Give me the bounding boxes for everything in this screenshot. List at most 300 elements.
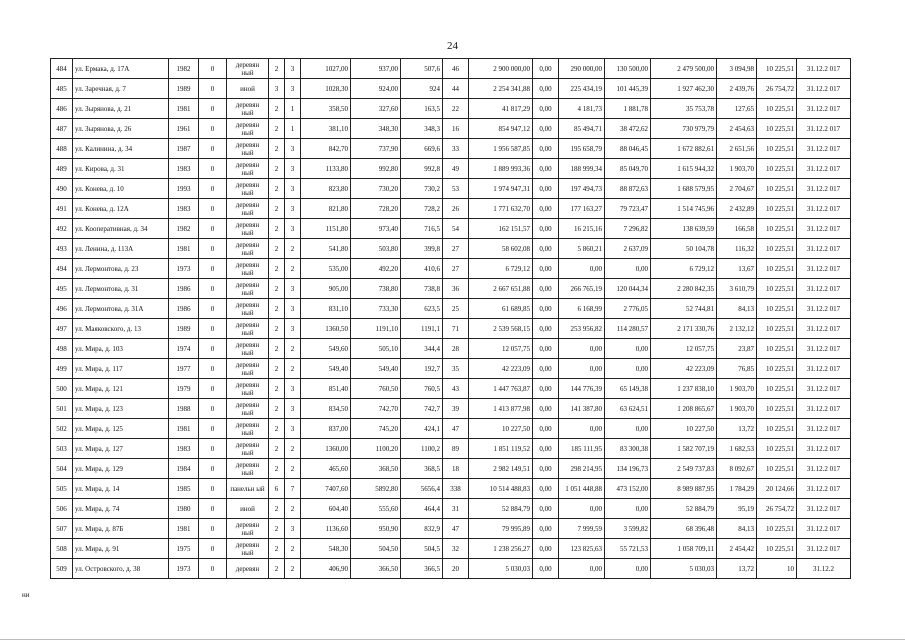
cell-wall-material: деревян ный [227, 199, 269, 219]
cell-residents: 33 [443, 139, 469, 159]
cell-residents: 46 [443, 59, 469, 79]
cell-wall-material: иной [227, 79, 269, 99]
cell-area-owned: 730,2 [401, 179, 443, 199]
cell-row-number: 504 [51, 459, 73, 479]
cell-wear: 0 [199, 299, 227, 319]
cell-wall-material: деревян ный [227, 539, 269, 559]
table-row [51, 359, 851, 379]
cell-wall-material: деревян ный [227, 339, 269, 359]
cell-living-area: 973,40 [351, 219, 401, 239]
cell-build-year: 1983 [169, 439, 199, 459]
cell-deadline: 31.12.2 017 [797, 219, 851, 239]
table-row [51, 539, 851, 559]
cell-cost-local: 79 723,47 [605, 199, 651, 219]
cell-address: ул. Мира, д. 127 [73, 439, 169, 459]
table-row [51, 119, 851, 139]
cell-residents: 35 [443, 359, 469, 379]
cell-cost-owners: 1 208 865,67 [651, 399, 717, 419]
cell-wear: 0 [199, 99, 227, 119]
cell-cost-regional: 5 860,21 [559, 239, 605, 259]
cell-living-area: 5892,80 [351, 479, 401, 499]
cell-build-year: 1985 [169, 479, 199, 499]
cell-total-cost: 2 900 000,00 [469, 59, 533, 79]
cell-deadline: 31.12.2 017 [797, 399, 851, 419]
cell-total-area: 823,80 [301, 179, 351, 199]
cell-address: ул. Ермака, д. 17А [73, 59, 169, 79]
cell-floors: 2 [269, 179, 285, 199]
cell-floors: 2 [269, 339, 285, 359]
cell-floors: 2 [269, 399, 285, 419]
cell-total-cost: 854 947,12 [469, 119, 533, 139]
cell-total-cost: 1 974 947,31 [469, 179, 533, 199]
cell-entrances: 2 [285, 559, 301, 579]
cell-build-year: 1993 [169, 179, 199, 199]
cell-address: ул. Конева, д. 12А [73, 199, 169, 219]
cell-cost-regional: 0,00 [559, 339, 605, 359]
cell-cost-regional: 0,00 [559, 559, 605, 579]
cell-wear: 0 [199, 419, 227, 439]
cell-cost-federal: 0,00 [533, 319, 559, 339]
cell-entrances: 3 [285, 199, 301, 219]
cell-deadline: 31.12.2 017 [797, 519, 851, 539]
cell-cost-local: 55 721,53 [605, 539, 651, 559]
cell-total-cost: 2 254 341,88 [469, 79, 533, 99]
cell-deadline: 31.12.2 017 [797, 499, 851, 519]
cell-deadline: 31.12.2 017 [797, 479, 851, 499]
cell-cost-federal: 0,00 [533, 239, 559, 259]
cell-total-area: 604,40 [301, 499, 351, 519]
cell-wear: 0 [199, 479, 227, 499]
cell-address: ул. Ленина, д. 113А [73, 239, 169, 259]
table-row [51, 519, 851, 539]
cell-cost-federal: 0,00 [533, 499, 559, 519]
cell-cost-local: 0,00 [605, 419, 651, 439]
cell-address: ул. Мира, д. 14 [73, 479, 169, 499]
cell-living-area: 730,20 [351, 179, 401, 199]
cell-cost-regional: 85 494,71 [559, 119, 605, 139]
cell-floors: 2 [269, 539, 285, 559]
cell-cost-per-sqm: 2 439,76 [717, 79, 757, 99]
table-row [51, 319, 851, 339]
cell-cost-federal: 0,00 [533, 459, 559, 479]
cell-residents: 43 [443, 379, 469, 399]
cell-limit-per-sqm: 26 754,72 [757, 499, 797, 519]
cell-wall-material: деревян ный [227, 259, 269, 279]
cell-deadline: 31.12.2 017 [797, 199, 851, 219]
cell-total-area: 548,30 [301, 539, 351, 559]
cell-row-number: 488 [51, 139, 73, 159]
cell-floors: 2 [269, 319, 285, 339]
cell-living-area: 368,50 [351, 459, 401, 479]
cell-living-area: 992,80 [351, 159, 401, 179]
cell-wall-material: деревян ный [227, 359, 269, 379]
cell-cost-federal: 0,00 [533, 79, 559, 99]
cell-living-area: 737,90 [351, 139, 401, 159]
cell-row-number: 505 [51, 479, 73, 499]
cell-cost-per-sqm: 2 454,42 [717, 539, 757, 559]
cell-total-area: 1360,50 [301, 319, 351, 339]
cell-deadline: 31.12.2 017 [797, 299, 851, 319]
cell-cost-owners: 12 057,75 [651, 339, 717, 359]
cell-cost-owners: 2 171 330,76 [651, 319, 717, 339]
cell-wear: 0 [199, 139, 227, 159]
table-row [51, 499, 851, 519]
cell-living-area: 924,00 [351, 79, 401, 99]
cell-total-area: 358,50 [301, 99, 351, 119]
cell-address: ул. Мира, д. 121 [73, 379, 169, 399]
cell-limit-per-sqm: 10 225,51 [757, 419, 797, 439]
cell-total-area: 535,00 [301, 259, 351, 279]
cell-floors: 2 [269, 59, 285, 79]
cell-cost-regional: 0,00 [559, 499, 605, 519]
cell-limit-per-sqm: 10 225,51 [757, 539, 797, 559]
cell-cost-federal: 0,00 [533, 559, 559, 579]
cell-residents: 71 [443, 319, 469, 339]
cell-limit-per-sqm: 20 124,66 [757, 479, 797, 499]
cell-cost-owners: 1 058 709,11 [651, 539, 717, 559]
cell-residents: 47 [443, 519, 469, 539]
cell-deadline: 31.12.2 017 [797, 79, 851, 99]
cell-wall-material: деревян ный [227, 419, 269, 439]
cell-total-area: 406,90 [301, 559, 351, 579]
cell-area-owned: 504,5 [401, 539, 443, 559]
cell-limit-per-sqm: 10 225,51 [757, 119, 797, 139]
cell-living-area: 505,10 [351, 339, 401, 359]
cell-living-area: 760,50 [351, 379, 401, 399]
cell-cost-per-sqm: 1 784,29 [717, 479, 757, 499]
cell-wall-material: деревян ный [227, 179, 269, 199]
cell-cost-regional: 195 658,79 [559, 139, 605, 159]
cell-cost-regional: 0,00 [559, 419, 605, 439]
table-row [51, 419, 851, 439]
cell-area-owned: 368,5 [401, 459, 443, 479]
cell-build-year: 1979 [169, 379, 199, 399]
cell-limit-per-sqm: 10 225,51 [757, 319, 797, 339]
table-row [51, 239, 851, 259]
cell-residents: 25 [443, 299, 469, 319]
cell-residents: 20 [443, 559, 469, 579]
cell-living-area: 742,70 [351, 399, 401, 419]
cell-cost-owners: 6 729,12 [651, 259, 717, 279]
cell-cost-regional: 16 215,16 [559, 219, 605, 239]
cell-residents: 53 [443, 179, 469, 199]
cell-cost-federal: 0,00 [533, 159, 559, 179]
cell-floors: 2 [269, 559, 285, 579]
cell-total-cost: 1 771 632,70 [469, 199, 533, 219]
cell-living-area: 366,50 [351, 559, 401, 579]
cell-cost-regional: 0,00 [559, 259, 605, 279]
cell-cost-federal: 0,00 [533, 399, 559, 419]
cell-cost-federal: 0,00 [533, 259, 559, 279]
cell-total-cost: 61 689,85 [469, 299, 533, 319]
cell-floors: 2 [269, 139, 285, 159]
cell-area-owned: 716,5 [401, 219, 443, 239]
cell-wall-material: деревян ный [227, 119, 269, 139]
cell-cost-per-sqm: 84,13 [717, 299, 757, 319]
table-row [51, 279, 851, 299]
cell-entrances: 2 [285, 539, 301, 559]
cell-deadline: 31.12.2 017 [797, 539, 851, 559]
cell-build-year: 1982 [169, 219, 199, 239]
cell-cost-federal: 0,00 [533, 519, 559, 539]
cell-cost-owners: 1 237 838,10 [651, 379, 717, 399]
cell-total-area: 549,60 [301, 339, 351, 359]
cell-cost-per-sqm: 13,72 [717, 559, 757, 579]
cell-deadline: 31.12.2 017 [797, 319, 851, 339]
cell-wear: 0 [199, 59, 227, 79]
cell-total-area: 842,70 [301, 139, 351, 159]
cell-living-area: 1100,20 [351, 439, 401, 459]
cell-deadline: 31.12.2 017 [797, 239, 851, 259]
table-row [51, 299, 851, 319]
cell-build-year: 1989 [169, 319, 199, 339]
cell-cost-per-sqm: 8 092,67 [717, 459, 757, 479]
cell-wear: 0 [199, 239, 227, 259]
cell-cost-regional: 4 181,73 [559, 99, 605, 119]
cell-total-area: 821,80 [301, 199, 351, 219]
cell-cost-owners: 1 514 745,96 [651, 199, 717, 219]
cell-living-area: 549,40 [351, 359, 401, 379]
cell-limit-per-sqm: 10 225,51 [757, 459, 797, 479]
cell-cost-owners: 35 753,78 [651, 99, 717, 119]
table-row [51, 439, 851, 459]
cell-entrances: 3 [285, 279, 301, 299]
cell-floors: 2 [269, 519, 285, 539]
cell-area-owned: 832,9 [401, 519, 443, 539]
cell-wear: 0 [199, 539, 227, 559]
table-row [51, 139, 851, 159]
cell-entrances: 2 [285, 499, 301, 519]
cell-cost-federal: 0,00 [533, 139, 559, 159]
cell-cost-per-sqm: 13,67 [717, 259, 757, 279]
cell-wall-material: деревян [227, 559, 269, 579]
cell-cost-local: 83 300,38 [605, 439, 651, 459]
cell-cost-owners: 2 280 842,35 [651, 279, 717, 299]
cell-total-cost: 1 956 587,85 [469, 139, 533, 159]
cell-living-area: 1191,10 [351, 319, 401, 339]
cell-living-area: 728,20 [351, 199, 401, 219]
cell-address: ул. Кирова, д. 31 [73, 159, 169, 179]
cell-build-year: 1973 [169, 259, 199, 279]
cell-row-number: 498 [51, 339, 73, 359]
cell-cost-local: 88 046,45 [605, 139, 651, 159]
cell-address: ул. Кооперативная, д. 34 [73, 219, 169, 239]
cell-build-year: 1961 [169, 119, 199, 139]
cell-build-year: 1986 [169, 299, 199, 319]
cell-deadline: 31.12.2 017 [797, 139, 851, 159]
cell-cost-owners: 2 479 500,00 [651, 59, 717, 79]
cell-total-area: 831,10 [301, 299, 351, 319]
cell-limit-per-sqm: 10 225,51 [757, 359, 797, 379]
cell-total-area: 1027,00 [301, 59, 351, 79]
cell-floors: 2 [269, 119, 285, 139]
cell-cost-local: 7 296,82 [605, 219, 651, 239]
cell-build-year: 1983 [169, 159, 199, 179]
cell-cost-per-sqm: 3 610,79 [717, 279, 757, 299]
cell-limit-per-sqm: 10 225,51 [757, 159, 797, 179]
cell-entrances: 2 [285, 239, 301, 259]
cell-area-owned: 464,4 [401, 499, 443, 519]
cell-address: ул. Зырянова, д. 21 [73, 99, 169, 119]
table-row [51, 559, 851, 579]
cell-cost-local: 65 149,38 [605, 379, 651, 399]
cell-build-year: 1986 [169, 279, 199, 299]
cell-cost-federal: 0,00 [533, 379, 559, 399]
cell-cost-federal: 0,00 [533, 199, 559, 219]
cell-row-number: 509 [51, 559, 73, 579]
cell-limit-per-sqm: 10 225,51 [757, 59, 797, 79]
cell-wall-material: деревян ный [227, 299, 269, 319]
cell-living-area: 745,20 [351, 419, 401, 439]
cell-wear: 0 [199, 339, 227, 359]
cell-cost-regional: 225 434,19 [559, 79, 605, 99]
cell-residents: 18 [443, 459, 469, 479]
cell-residents: 16 [443, 119, 469, 139]
cell-cost-per-sqm: 76,85 [717, 359, 757, 379]
cell-cost-owners: 1 688 579,95 [651, 179, 717, 199]
cell-cost-per-sqm: 95,19 [717, 499, 757, 519]
cell-cost-federal: 0,00 [533, 299, 559, 319]
cell-cost-local: 120 044,34 [605, 279, 651, 299]
cell-residents: 39 [443, 399, 469, 419]
cell-area-owned: 742,7 [401, 399, 443, 419]
cell-row-number: 495 [51, 279, 73, 299]
cell-address: ул. Мира, д. 123 [73, 399, 169, 419]
cell-cost-federal: 0,00 [533, 119, 559, 139]
cell-row-number: 484 [51, 59, 73, 79]
cell-floors: 2 [269, 459, 285, 479]
table-row [51, 379, 851, 399]
cell-wall-material: деревян ный [227, 239, 269, 259]
cell-cost-per-sqm: 166,58 [717, 219, 757, 239]
cell-row-number: 491 [51, 199, 73, 219]
cell-area-owned: 760,5 [401, 379, 443, 399]
cell-entrances: 2 [285, 459, 301, 479]
cell-total-cost: 58 602,08 [469, 239, 533, 259]
cell-limit-per-sqm: 10 225,51 [757, 439, 797, 459]
cell-total-area: 837,00 [301, 419, 351, 439]
cell-limit-per-sqm: 10 225,51 [757, 199, 797, 219]
cell-cost-federal: 0,00 [533, 219, 559, 239]
cell-area-owned: 924 [401, 79, 443, 99]
cell-build-year: 1981 [169, 419, 199, 439]
cell-wall-material: деревян ный [227, 379, 269, 399]
cell-build-year: 1989 [169, 79, 199, 99]
cell-cost-owners: 1 582 707,19 [651, 439, 717, 459]
cell-living-area: 348,30 [351, 119, 401, 139]
cell-floors: 2 [269, 379, 285, 399]
cell-wall-material: панельн ый [227, 479, 269, 499]
cell-total-cost: 41 817,29 [469, 99, 533, 119]
cell-cost-per-sqm: 1 903,70 [717, 159, 757, 179]
cell-total-cost: 162 151,57 [469, 219, 533, 239]
cell-deadline: 31.12.2 017 [797, 459, 851, 479]
cell-floors: 2 [269, 219, 285, 239]
table-row [51, 159, 851, 179]
cell-build-year: 1977 [169, 359, 199, 379]
cell-total-cost: 1 851 119,52 [469, 439, 533, 459]
cell-floors: 2 [269, 99, 285, 119]
cell-area-owned: 669,6 [401, 139, 443, 159]
cell-entrances: 2 [285, 339, 301, 359]
cell-cost-owners: 50 104,78 [651, 239, 717, 259]
cell-cost-federal: 0,00 [533, 99, 559, 119]
page-number: 24 [447, 40, 458, 52]
cell-wear: 0 [199, 179, 227, 199]
cell-total-area: 381,10 [301, 119, 351, 139]
cell-row-number: 501 [51, 399, 73, 419]
table-row [51, 259, 851, 279]
cell-total-cost: 6 729,12 [469, 259, 533, 279]
cell-area-owned: 728,2 [401, 199, 443, 219]
cell-cost-local: 38 472,62 [605, 119, 651, 139]
cell-cost-regional: 197 494,73 [559, 179, 605, 199]
cell-address: ул. Мира, д. 87Б [73, 519, 169, 539]
cell-cost-per-sqm: 116,32 [717, 239, 757, 259]
cell-deadline: 31.12.2 017 [797, 419, 851, 439]
cell-build-year: 1973 [169, 559, 199, 579]
table-row [51, 339, 851, 359]
cell-entrances: 3 [285, 519, 301, 539]
cell-address: ул. Мира, д. 129 [73, 459, 169, 479]
cell-living-area: 503,80 [351, 239, 401, 259]
cell-wear: 0 [199, 379, 227, 399]
cell-area-owned: 410,6 [401, 259, 443, 279]
cell-residents: 22 [443, 99, 469, 119]
cell-cost-local: 0,00 [605, 499, 651, 519]
cell-area-owned: 738,8 [401, 279, 443, 299]
cell-cost-per-sqm: 2 432,89 [717, 199, 757, 219]
cell-cost-per-sqm: 2 132,12 [717, 319, 757, 339]
cell-cost-regional: 7 999,59 [559, 519, 605, 539]
cell-living-area: 504,50 [351, 539, 401, 559]
cell-address: ул. Мира, д. 74 [73, 499, 169, 519]
cell-row-number: 487 [51, 119, 73, 139]
cell-entrances: 3 [285, 299, 301, 319]
cell-entrances: 7 [285, 479, 301, 499]
cell-entrances: 3 [285, 399, 301, 419]
cell-cost-regional: 266 765,19 [559, 279, 605, 299]
cell-row-number: 494 [51, 259, 73, 279]
cell-entrances: 3 [285, 179, 301, 199]
cell-build-year: 1981 [169, 519, 199, 539]
cell-residents: 338 [443, 479, 469, 499]
cell-entrances: 3 [285, 379, 301, 399]
cell-cost-federal: 0,00 [533, 359, 559, 379]
cell-cost-regional: 177 163,27 [559, 199, 605, 219]
cell-total-area: 1360,00 [301, 439, 351, 459]
cell-cost-federal: 0,00 [533, 539, 559, 559]
cell-limit-per-sqm: 10 225,51 [757, 179, 797, 199]
cell-cost-per-sqm: 23,87 [717, 339, 757, 359]
cell-row-number: 507 [51, 519, 73, 539]
cell-row-number: 508 [51, 539, 73, 559]
cell-address: ул. Мира, д. 91 [73, 539, 169, 559]
cell-total-cost: 10 514 488,83 [469, 479, 533, 499]
cell-residents: 27 [443, 259, 469, 279]
cell-total-area: 851,40 [301, 379, 351, 399]
cell-cost-per-sqm: 1 903,70 [717, 399, 757, 419]
cell-cost-regional: 298 214,95 [559, 459, 605, 479]
cell-wall-material: деревян ный [227, 159, 269, 179]
table-row [51, 99, 851, 119]
cell-cost-per-sqm: 2 651,56 [717, 139, 757, 159]
cell-total-area: 905,00 [301, 279, 351, 299]
cell-cost-federal: 0,00 [533, 339, 559, 359]
cell-cost-local: 473 152,00 [605, 479, 651, 499]
cell-wear: 0 [199, 279, 227, 299]
cell-wall-material: деревян ный [227, 319, 269, 339]
